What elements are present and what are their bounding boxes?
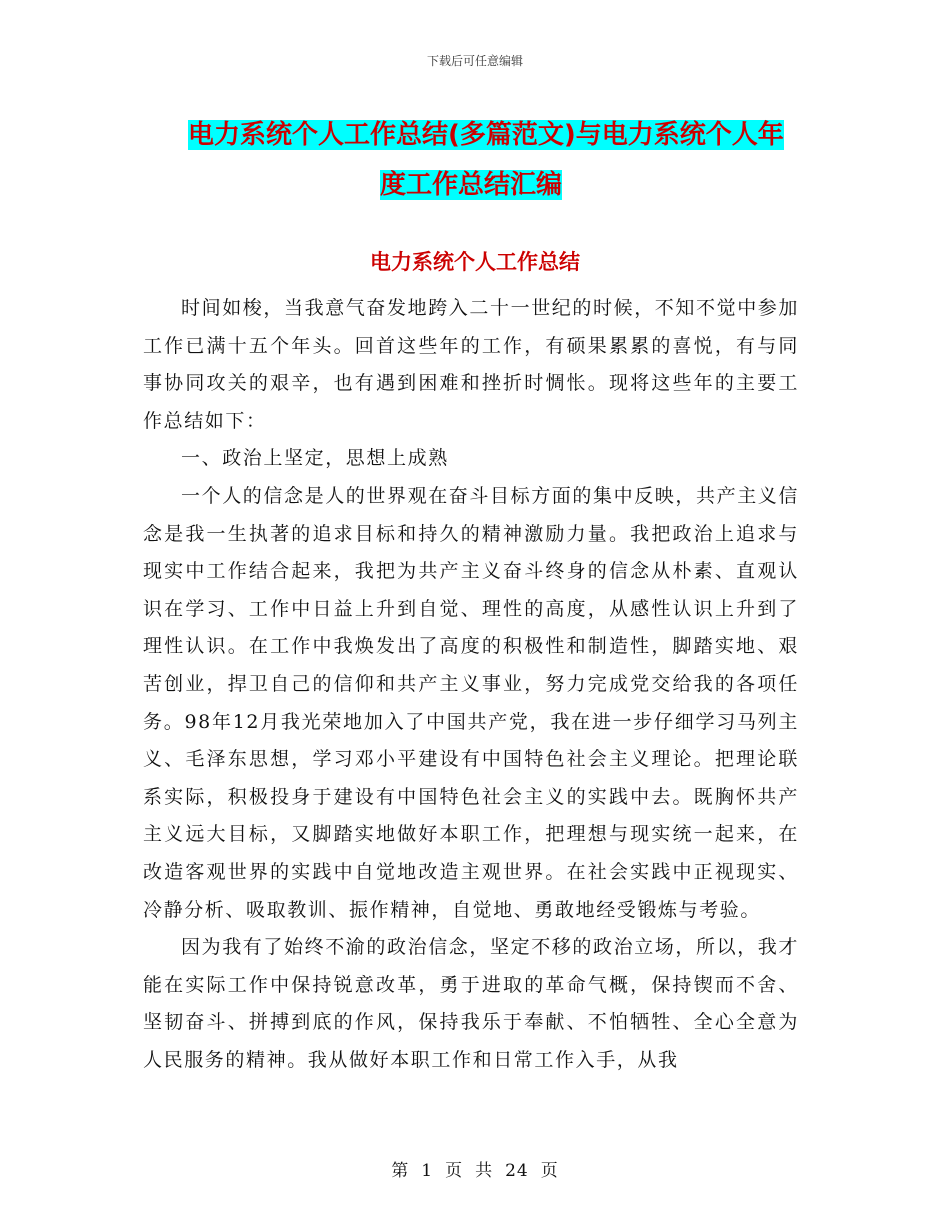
body-text (143, 290, 799, 1079)
paragraph-heading-1: 一、政治上坚定，思想上成熟 (181, 447, 449, 470)
paragraph-political: 因为我有了始终不渝的政治信念，坚定不移的政治立场，所以，我才能在实际工作中保持锐意改革，勇于进取的革命气概，保持锲而不舍、坚韧奋斗、拼搏到底的作风，保持我乐于奉献、不怕牺牲、全心全意为人民服务的精神。我从做好本职工作和日常工作入手，从我 (143, 936, 800, 1071)
footer-middle: 页 (445, 1161, 464, 1181)
header-note: 下载后可任意编辑 (426, 54, 523, 68)
footer-page-number: 1 (421, 1161, 434, 1181)
paragraph-intro: 时间如梭，当我意气奋发地跨入二十一世纪的时候，不知不觉中参加工作已满十五个年头。回首这些年的工作，有硕果累累的喜悦，有与同事协同攻关的艰辛，也有遇到困难和挫折时惆怅。现将这些年的主要工作总结如下： (143, 297, 800, 432)
page-footer (0, 1156, 950, 1181)
footer-total-prefix: 共 (475, 1161, 494, 1181)
document-title-line-1: 电力系统个人工作总结(多篇范文)与电力系统个人年 (188, 120, 784, 150)
document-title (188, 110, 808, 210)
section-title: 电力系统个人工作总结 (370, 250, 580, 274)
footer-prefix: 第 (391, 1161, 410, 1181)
footer-total-pages: 24 (505, 1161, 529, 1181)
document-title-line-2: 度工作总结汇编 (380, 170, 563, 200)
footer-suffix: 页 (540, 1161, 559, 1181)
paragraph-belief: 一个人的信念是人的世界观在奋斗目标方面的集中反映，共产主义信念是我一生执著的追求目标和持久的精神激励力量。我把政治上追求与现实中工作结合起来，我把为共产主义奋斗终身的信念从朴素、直观认识在学习、工作中日益上升到自觉、理性的高度，从感性认识上升到了理性认识。在工作中我焕发出了高度的积极性和制造性，脚踏实地、艰苦创业，捍卫自己的信仰和共产主义事业，努力完成党交给我的各项任务。98年12月我光荣地加入了中国共产党，我在进一步仔细学习马列主义、毛泽东思想，学习邓小平建设有中国特色社会主义理论。把理论联系实际，积极投身于建设有中国特色社会主义的实践中去。既胸怀共产主义远大目标，又脚踏实地做好本职工作，把理想与现实统一起来，在改造客观世界的实践中自觉地改造主观世界。在社会实践中正视现实、冷静分析、吸取教训、振作精神，自觉地、勇敢地经受锻炼与考验。 (143, 484, 800, 921)
